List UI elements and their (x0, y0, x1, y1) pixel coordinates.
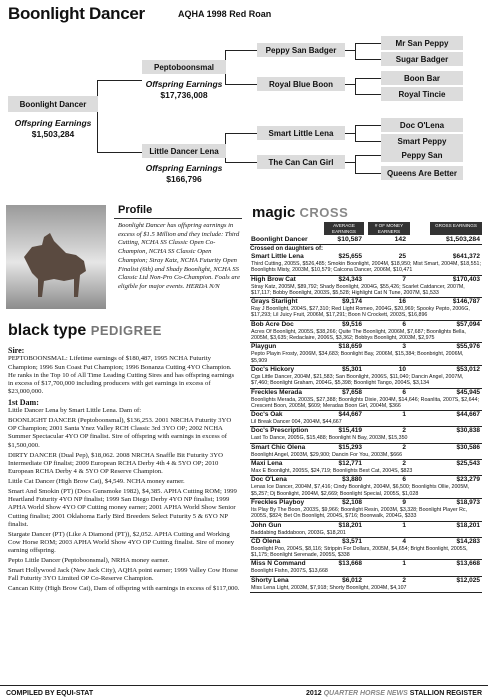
cross-row: CD Olena $3,571 4 $14,283 (251, 537, 480, 545)
cross-row: Playgun $18,659 3 $55,976 (251, 343, 480, 351)
pedigree-sire-dam: Royal Blue Boon (257, 77, 345, 91)
cross-row: Maxi Lena $12,771 2 $25,543 (251, 460, 480, 468)
pedigree-dam: Little Dancer Lena (142, 144, 226, 158)
magic-cross-table (250, 236, 482, 593)
cross-row-offspring: Ray J Boonlight, 2004S, $27,310; Red Light Romeo, 2004G, $20,969; Spooky Pepto, 2006G, $17,293; Lil Juicy Fruit, 2006M, $17,291; Boon N Crockett, 2003S, $16,896 (250, 306, 482, 321)
blacktype-title: black type PEDIGREE (8, 322, 162, 339)
cross-row: Doc's Hickory $5,301 10 $53,012 (251, 365, 480, 373)
cross-row-offspring: Cgs Little Dancer, 2004M, $21,583; San Boonlight, 2006S, $11,040; Dancin Angel, 2007M, $7,460; Boonlight Graham, 2004G, $5,398; Boonlight Tango, 2004S, $3,134 (250, 374, 482, 389)
page-title: Boonlight Dancer (8, 4, 145, 23)
cross-row: John Gun $18,201 1 $18,201 (251, 521, 480, 529)
cross-row: Doc's Prescription $15,419 2 $30,838 (251, 427, 480, 435)
pedigree-dsd: Smart Peppy (381, 134, 463, 148)
cross-row: Miss N Command $13,668 1 $13,668 (251, 560, 480, 568)
blacktype-text: Sire: PEPTOBOONSMAL: Lifetime earnings of $180,487, 1995 NCHA Futurity Champion; 1996 Sun Coast Fut Champion; 1996 Bonanza Cutting 4YO Champion. He ranks in the Top 10 of All Time Leading Cutting Sires and has offspring earnings in excess of $17,700,000 including producers with get earnings in excess of $23,000,000. 1st Dam: Little Dancer Lena by Smart Little Lena. Dam of: BOONLIGHT DANCER (Peptoboonsmal), $136,253. 2001 NRCHA Futurity 3YO OP Champion; 2001 Santa Ynez Valley RCH Classic 3rd 3YO OP; 2002 NCHA Summer Spectacular 4YO OP finalist. Sire of offspring with earnings in excess of $1,500,000. DIRTY DANCER (Dual Pep), $18,062. 2008 NRCHA Snaffle Bit Futurity 3YO Intermediate OP finalist; 2009 European RCHA Derby 4th 4 & 5YO OP; 2010 European RCHA Derby 4 & 5YO OP Reserve Champion. Little Cat Dancer (High Brow Cat), $4,549. NCHA money earner. Smart And Smokin (PT) (Docs Gunsmoke 1982), $4,385. APHA Cutting ROM; 1999 Heartland Futurity 4YO NP finalist; 1999 San Diego Derby 4YO NP finalist; 1999 APHA World Show 4YO OP Cutting money earner; 2001 APHA World Show Senior Cutting finalist; 2001 Oklahoma Early Bird Breeders Select Futurity 5 & 6YO NP finalist. Stargate Dancer (PT) (Like A Diamond (PT)), $2,052. APHA Cutting and Working Cow Horse ROM; 2003 APHA World Show 4YO OP Cutting finalist. Sire of money earning offspring. Pepto Little Dancer (Peptoboonsmal), NRHA money earner. Smart Hollywood Jack (New Jack City), AQHA point earner; 1999 Valley Cow Horse Fall Futurity 3YO Limited OP Co-Reserve Champion. Cancan Kitty (High Brow Cat), Dam of offspring with earnings in excess of $117,000. (8, 346, 240, 593)
cross-row: Smart Little Lena $25,655 25 $641,372 (251, 253, 480, 260)
pedigree-sire-sire: Peppy San Badger (257, 43, 345, 57)
footer-publication: 2012 QUARTER HORSE NEWS STALLION REGISTER (306, 690, 482, 697)
cross-row-offspring: Miss Lena Light, 2003M, $7,918; Shorty Boonlight, 2004M, $4,107 (250, 585, 482, 593)
cross-row-offspring: Stray Katz, 2005M, $89,792; Shady Boonlight, 2004G, $55,426; Scarlet Catdancer, 2007M, $17,117; Bobby Boonlight, 2003S, $5,528; Highlight Cat N Tune, 2007M, $1,533 (250, 284, 482, 299)
pedigree-ssd: Sugar Badger (381, 52, 463, 66)
cross-row: High Brow Cat $24,343 7 $170,403 (251, 275, 480, 283)
pedigree-dss: Doc O'Lena (381, 118, 463, 132)
footer (0, 685, 488, 700)
cross-row-offspring: Boonlight Poo, 2004S, $8,116; Strippin For Dollars, 2005M, $4,654; Bright Boonlight, 2005S, $1,175; Boonlight Serenade, 2005S, $338 (250, 546, 482, 561)
horse-photo (6, 205, 106, 309)
cross-row-offspring: Boonlight Angel, 2003M, $29,900; Dancin For You, 2003M, $666 (250, 452, 482, 460)
cross-row-offspring: Baddabing Baddaboon, 2003G, $18,201 (250, 530, 482, 538)
cross-row: Bob Acre Doc $9,516 6 $57,094 (251, 320, 480, 328)
pedigree-sire: Peptoboonsmal (142, 60, 226, 74)
cross-row-offspring: Last To Dance, 2005G, $15,488; Boonlight N Bay, 2003M, $15,350 (250, 435, 482, 443)
cross-row: Doc O'Lena $3,880 6 $23,279 (251, 476, 480, 484)
page-subtitle: AQHA 1998 Red Roan (178, 9, 272, 19)
cross-row-offspring: Boonlight Fishn, 2007S, $13,668 (250, 568, 482, 576)
cross-row: Doc's Oak $44,667 1 $44,667 (251, 411, 480, 419)
cross-row-offspring: Its Play By The Boon, 2003S, $9,966; Boonlight Resin, 2003M, $3,328; Boonlight Player Rc, 2005S, $824; Bet On Boonlight, 2004S, $716; Boonwalk, 2004G, $333 (250, 507, 482, 522)
cross-row-offspring: Lil Break Dancer 004, 2004M, $44,667 (250, 419, 482, 427)
cross-row: Freckles Playboy $2,108 9 $18,973 (251, 498, 480, 506)
cross-row-offspring: Acres Of Boonlight, 2005S, $38,266; Quite The Boonlight, 2006M, $7,687; Boonlights Bella, 2005M, $3,635; Redaclaire, 2006S, $3,362; Bobbys Boonlight, 2003M, $2,975 (250, 329, 482, 344)
subject-earnings: Offspring Earnings $1,503,284 (14, 118, 92, 139)
pedigree-dds: Peppy San (381, 148, 463, 162)
pedigree-chart (0, 0, 488, 200)
profile-divider (114, 218, 242, 219)
magic-cross-title: magic CROSS (252, 204, 349, 221)
cross-row: Freckles Merada $7,658 6 $45,945 (251, 388, 480, 396)
cross-row-offspring: Max E Boonlight, 2005S, $24,719; Boonlights Best Cat, 2004S, $823 (250, 468, 482, 476)
cross-row-offspring: Boonlights Merada, 2003S, $27,388; Boonlights Dixie, 2004M, $14,646; Roanlita, 2007S, $2,644; Crescent Boon, 2005M, $609; Meradas Boon Girl, 2004M, $366 (250, 397, 482, 412)
pedigree-ddd: Queens Are Better (381, 166, 463, 180)
pedigree-dam-sire: Smart Little Lena (257, 126, 345, 140)
magic-cross-header: AVERAGE EARNINGS # OF MONEY EARNERS GROSS EARNINGS (250, 221, 482, 235)
crossed-label: Crossed on daughters of: (250, 246, 324, 252)
dam-earnings: Offspring Earnings $166,796 (145, 163, 223, 184)
cross-row: Grays Starlight $9,174 16 $146,787 (251, 298, 480, 306)
pedigree-subject: Boonlight Dancer (8, 96, 98, 112)
pedigree-dam-dam: The Can Can Girl (257, 155, 345, 169)
cross-row-offspring: Pepto Playin Frosty, 2006M, $34,683; Boonlight Bay, 2006M, $15,384; Boonbright, 2006M, $5,909 (250, 351, 482, 366)
cross-row: Smart Chic Olena $15,293 2 $30,586 (251, 443, 480, 451)
sire-earnings: Offspring Earnings $17,736,008 (145, 79, 223, 100)
magic-top-row: Boonlight Dancer $10,587 142 $1,503,284 (251, 236, 480, 243)
pedigree-sds: Boon Bar (381, 71, 463, 85)
pedigree-sdd: Royal Tincie (381, 87, 463, 101)
pedigree-sss: Mr San Peppy (381, 36, 463, 50)
horse-silhouette (14, 227, 94, 301)
footer-credit: COMPILED BY EQUI-STAT (6, 690, 94, 697)
cross-row: Shorty Lena $6,012 2 $12,025 (251, 576, 480, 584)
profile-title: Profile (118, 204, 153, 216)
cross-row-offspring: Third Cutting, 2005S, $526,485; Smokin Boonlight, 2004M, $18,950; Mist Smart, 2004M, $18,551; Boonlights Misty, 2003M, $10,579; Calcona Dancer, 2006M, $10,471 (250, 261, 482, 276)
profile-text: Boonlight Dancer has offspring earnings in excess of $1.5 Million and they include: Third Cutting, NCHA SS Classic Open Co-Champion, NCHA SS Classic Open Champion; Stray Katz, NCHA Futurity Open Finalist (6th) and Shady Boonlight, NCHA SS Classic Ltd Non-Pro Co-Champion. Foals are eligible for major events. HERDA N/N (118, 222, 240, 290)
cross-row-offspring: Lenas Ice Dancer, 2004M, $7,416; Cindy Boonlight, 2004M, $6,500; Boonlights Ollie, 2005M, $5,257; Dj Boonlight, 2004M, $2,669; Boonlight Special, 2005S, $1,028 (250, 484, 482, 499)
